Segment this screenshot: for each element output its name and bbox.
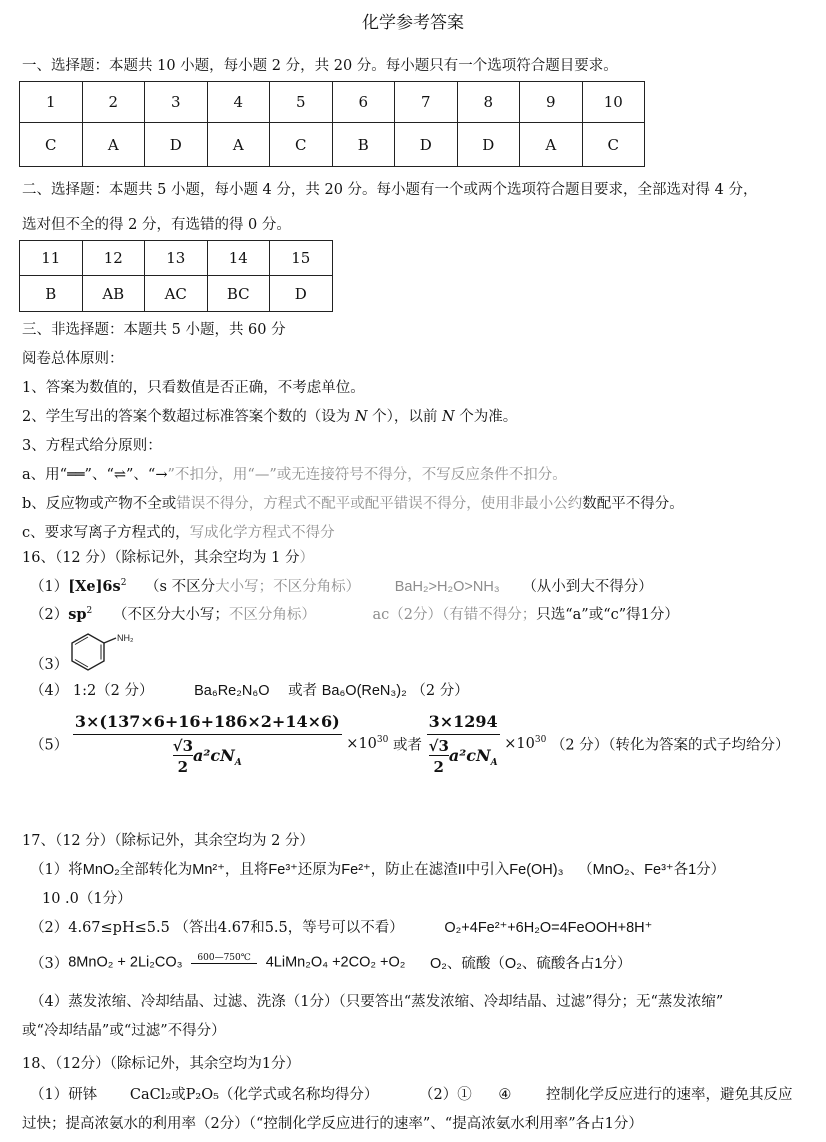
answer-cell: A	[520, 123, 583, 167]
question-number-cell: 5	[270, 82, 333, 123]
rule-2-text-c: 个为准。	[454, 409, 518, 425]
two: 2	[177, 758, 189, 776]
rule-2-n1: N	[354, 409, 368, 425]
rule-1: 1、答案为数值的，只看数值是否正确，不考虑单位。	[22, 380, 365, 396]
q17-part3	[30, 952, 631, 973]
equilibrium-symbol: ⇌	[113, 467, 127, 483]
q16-p2-note: （不区分大小写；	[112, 607, 229, 623]
q16-p5-note: （2 分）（转化为答案的式子均给分）	[550, 737, 790, 754]
q16-p4-points: （2 分）	[411, 683, 469, 699]
equals-symbol: ══	[67, 467, 85, 483]
q16-p5-times-1: ×10	[346, 736, 377, 753]
question-number-cell: 14	[207, 241, 270, 276]
reaction-condition-arrow	[191, 953, 257, 972]
q17-p1-value: 10 .0（1分）	[42, 891, 132, 907]
q16-p1-label: （1）	[30, 579, 69, 595]
c-n-bond	[104, 638, 116, 643]
q16-part4	[30, 679, 469, 700]
question-number-cell: 15	[270, 241, 333, 276]
answer-cell: B	[20, 276, 83, 312]
answer-cell: B	[332, 123, 395, 167]
q16-p5-label: （5）	[30, 737, 69, 754]
q16-p4-formula-2: Ba₆O(ReN₃)₂	[321, 683, 407, 699]
q17-part1	[30, 858, 725, 879]
q16-p2-label: （2）	[30, 607, 69, 623]
question-number-cell: 1	[20, 82, 83, 123]
aniline-structure-icon	[64, 628, 154, 676]
q17-heading: 17、（12 分）（除标记外，其余空均为 2 分）	[22, 833, 314, 849]
rule-3: 3、方程式给分原则：	[22, 438, 162, 454]
question-number-cell: 9	[520, 82, 583, 123]
answer-cell: C	[270, 123, 333, 167]
answer-cell: AC	[145, 276, 208, 312]
q16-p2-note-faded: 不区分角标）	[228, 607, 316, 623]
question-number-cell: 7	[395, 82, 458, 123]
q18-p1-label: （1）	[30, 1087, 69, 1103]
q16-p2-ac-faded: （2分）（有错不得分；	[389, 607, 537, 623]
section2-heading-line2: 选对但不全的得 2 分，有选错的得 0 分。	[22, 217, 291, 233]
q16-p1-order-note: （从小到大不得分）	[522, 579, 653, 595]
q16-p5-den-rest: a²cN	[193, 746, 235, 765]
answer-table-1	[19, 81, 645, 167]
q16-p5-times-2: ×10	[504, 736, 535, 753]
rule-3c	[22, 521, 335, 542]
question-number-cell: 4	[207, 82, 270, 123]
q18-line2: 过快；提高浓氨水的利用率（2分）（“控制化学反应进行的速率”、“提高浓氨水利用率”各占1分）	[22, 1116, 643, 1132]
q17-p2-text: 4.67≤pH≤5.5 （答出4.67和5.5，等号可以不看）	[68, 920, 404, 936]
q16-p1-sup: 2	[120, 578, 127, 589]
q17-p1-note: （MnO₂、Fe³⁺各1分）	[578, 862, 726, 878]
q17-p3-label: （3）	[30, 956, 69, 972]
q16-p5-den-sub: A	[234, 758, 242, 769]
q16-heading-text: 16、（12 分）（除标记外，其余空均为 1 分	[22, 550, 300, 566]
answer-table-2	[19, 240, 333, 312]
rule-3c-a: c、要求写离子方程式的，	[22, 525, 190, 541]
q17-p3-condition: 600—750℃	[191, 953, 257, 964]
sqrt3-2: √3	[428, 737, 449, 755]
question-number-cell: 2	[82, 82, 145, 123]
q16-part1	[30, 575, 653, 596]
q16-p5-numerator-2: 3×1294	[427, 712, 500, 735]
q16-p2-ac-note: 只选“a”或“c”得1分）	[536, 607, 679, 623]
rule-3a	[22, 463, 567, 484]
question-number-cell: 12	[82, 241, 145, 276]
answer-cell: D	[145, 123, 208, 167]
answer-cell: BC	[207, 276, 270, 312]
benzene-ring	[72, 634, 104, 670]
rule-3a-rest: ”不扣分，用“—”或无连接符号不得分，不写反应条件不扣分。	[167, 467, 567, 483]
q18-p2-choice-1: ①	[457, 1087, 472, 1103]
q16-heading	[22, 546, 314, 567]
section3-heading: 三、非选择题：本题共 5 小题，共 60 分	[22, 322, 286, 338]
page-title: 化学参考答案	[362, 13, 464, 33]
q18-p2-text: 控制化学反应进行的速率，避免其反应	[545, 1087, 793, 1103]
q17-p1-text: 将MnO₂全部转化为Mn²⁺，且将Fe³⁺还原为Fe²⁺，防止在滤渣II中引入Fe(OH)₃	[68, 862, 564, 878]
rule-2-text-a: 2、学生写出的答案个数超过标准答案个数的（设为	[22, 409, 355, 425]
nh2-label: NH₂	[117, 633, 134, 643]
question-number-cell: 3	[145, 82, 208, 123]
rule-2	[22, 405, 517, 426]
q18-p1-b: CaCl₂或P₂O₅（化学式或名称均得分）	[129, 1087, 379, 1103]
q18-p1-a: 研钵	[68, 1087, 98, 1103]
q18-heading: 18、（12分）（除标记外，其余空均为1分）	[22, 1056, 301, 1072]
answer-cell: C	[20, 123, 83, 167]
rule-2-text-b: 个），以前	[367, 409, 442, 425]
q16-p3-label: （3）	[30, 657, 69, 673]
q18-p2-label: （2）	[419, 1087, 458, 1103]
q17-p3-products: 4LiMn₂O₄ +2CO₂ +O₂	[265, 954, 406, 971]
q16-p5-fraction-2	[427, 712, 500, 776]
q16-p4-ratio: 1:2（2 分）	[72, 683, 154, 699]
q16-p5-den-sub-2: A	[490, 758, 498, 769]
q16-p4-label: （4）	[30, 683, 69, 699]
rule-3b	[22, 492, 684, 513]
rule-3b-b: 数配平不得分。	[582, 496, 684, 512]
question-number-cell: 13	[145, 241, 208, 276]
rule-3a-mid2: ”、“→	[126, 467, 168, 483]
question-number-cell: 10	[582, 82, 645, 123]
answer-cell: C	[582, 123, 645, 167]
q16-p1-answer: [Xe]6s	[68, 578, 121, 595]
q16-p2-answer: sp	[68, 606, 87, 623]
rule-3b-faded: 错误不得分，方程式不配平或配平错误不得分，使用非最小公约	[176, 496, 583, 512]
answer-cell: A	[82, 123, 145, 167]
answer-cell: D	[457, 123, 520, 167]
answer-cell: AB	[82, 276, 145, 312]
q16-p5-exp-1: 30	[376, 735, 389, 746]
q16-p1-note-faded: 大小写；不区分角标）	[215, 579, 361, 595]
q17-p2-label: （2）	[30, 920, 69, 936]
q16-p5-or: 或者	[392, 737, 422, 754]
question-number-cell: 8	[457, 82, 520, 123]
q16-p2-sup: 2	[86, 606, 93, 617]
q16-part5	[30, 712, 790, 776]
rule-3b-a: b、反应物或产物不全或	[22, 496, 177, 512]
q16-p2-ac: ac	[372, 607, 390, 623]
rule-3a-mid1: ”、“	[84, 467, 114, 483]
section1-heading: 一、选择题：本题共 10 小题，每小题 2 分，共 20 分。每小题只有一个选项符合题目要求。	[22, 58, 618, 74]
q16-p5-fraction-1	[73, 712, 342, 776]
q17-p1-label: （1）	[30, 862, 69, 878]
q17-p3-extra: O₂、硫酸（O₂、硫酸各占1分）	[430, 956, 632, 972]
q17-p2-equation: O₂+4Fe²⁺+6H₂O=4FeOOH+8H⁺	[444, 920, 653, 936]
q16-part2	[30, 603, 679, 624]
rule-3a-pre: a、用“	[22, 467, 68, 483]
q16-p4-or: 或者	[288, 683, 318, 699]
question-number-cell: 6	[332, 82, 395, 123]
rule-3c-faded: 写成化学方程式不得分	[189, 525, 335, 541]
q16-p5-numerator-1: 3×(137×6+16+186×2+14×6)	[73, 712, 342, 735]
q16-heading-faded: ）	[299, 550, 314, 566]
sqrt3: √3	[172, 737, 194, 755]
q16-p5-exp-2: 30	[534, 735, 547, 746]
question-number-cell: 11	[20, 241, 83, 276]
q17-p4-line1: （4）蒸发浓缩、冷却结晶、过滤、洗涤（1分）（只要答出“蒸发浓缩、冷却结晶、过滤”得分；无“蒸发浓缩”	[30, 994, 724, 1010]
principle-title: 阅卷总体原则：	[22, 351, 124, 367]
two-2: 2	[433, 758, 444, 776]
q17-p4-line2: 或“冷却结晶”或“过滤”不得分）	[22, 1023, 226, 1039]
q16-p4-formula-1: Ba₆Re₂N₆O	[194, 683, 270, 699]
q17-p3-reactants: 8MnO₂ + 2Li₂CO₃	[68, 954, 183, 971]
q17-part2	[30, 916, 652, 937]
rule-2-n2: N	[442, 409, 455, 425]
q18-p2-choice-2: ④	[498, 1087, 512, 1103]
answer-cell: D	[270, 276, 333, 312]
q16-p1-note: （s 不区分	[145, 579, 216, 595]
q16-p1-order: BaH₂>H₂O>NH₃	[394, 579, 500, 595]
q16-p5-den-rest-2: a²cN	[448, 746, 491, 765]
q18-part1	[30, 1083, 792, 1104]
answer-cell: A	[207, 123, 270, 167]
answer-cell: D	[395, 123, 458, 167]
section2-heading-line1: 二、选择题：本题共 5 小题，每小题 4 分，共 20 分。每小题有一个或两个选项符合题目要求，全部选对得 4 分，	[22, 182, 758, 198]
